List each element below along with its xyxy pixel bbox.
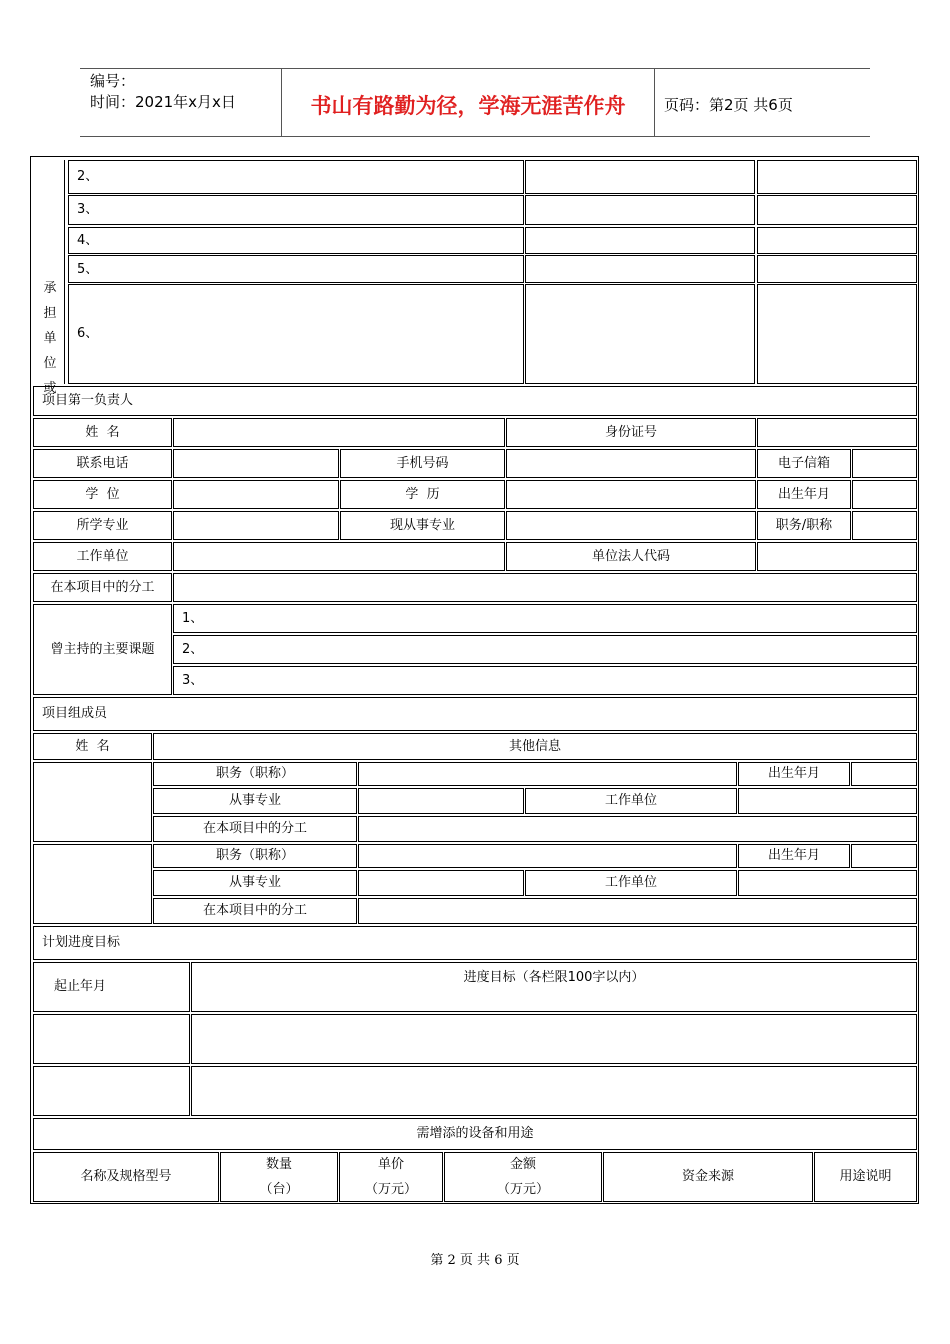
schedule-period-field[interactable] — [33, 1014, 190, 1064]
member-major-label: 从事专业 — [153, 870, 357, 896]
equipment-name-label: 名称及规格型号 — [33, 1152, 219, 1202]
member-title-field[interactable] — [358, 762, 737, 786]
unit-row[interactable]: 2、 — [68, 160, 524, 194]
leader-topic-row[interactable]: 1、 — [173, 604, 917, 633]
leader-education-label: 学 历 — [340, 480, 505, 509]
member-workplace-field[interactable] — [738, 788, 917, 814]
schedule-period-label: 起止年月 — [33, 962, 190, 1012]
unit-row-cell[interactable] — [525, 255, 755, 283]
equipment-qty-label: 数量 （台） — [220, 1152, 338, 1202]
unit-row-cell[interactable] — [525, 227, 755, 254]
leader-role-field[interactable] — [173, 573, 917, 602]
unit-row-cell[interactable] — [525, 195, 755, 225]
leader-section-title: 项目第一负责人 — [33, 386, 917, 416]
leader-degree-field[interactable] — [173, 480, 339, 509]
time-label: 时间：2021年x月x日 — [90, 93, 236, 111]
members-section-title: 项目组成员 — [33, 697, 917, 731]
schedule-period-field[interactable] — [33, 1066, 190, 1116]
member-role-field[interactable] — [358, 898, 917, 924]
unit-row-cell[interactable] — [757, 255, 917, 283]
member-role-label: 在本项目中的分工 — [153, 898, 357, 924]
unit-row[interactable]: 6、 — [68, 284, 524, 384]
member-major-field[interactable] — [358, 870, 524, 896]
unit-side-label: 承担单位或 — [43, 281, 57, 396]
header-top-rule — [80, 68, 870, 69]
equipment-price-label: 单价 （万元） — [339, 1152, 443, 1202]
member-workplace-label: 工作单位 — [525, 788, 737, 814]
members-other-label: 其他信息 — [153, 733, 917, 760]
member-birth-field[interactable] — [851, 844, 917, 868]
member-workplace-field[interactable] — [738, 870, 917, 896]
member-major-field[interactable] — [358, 788, 524, 814]
leader-education-field[interactable] — [506, 480, 756, 509]
leader-topics-label: 曾主持的主要课题 — [33, 604, 172, 695]
members-name-label: 姓 名 — [33, 733, 152, 760]
leader-workplace-label: 工作单位 — [33, 542, 172, 571]
member-birth-label: 出生年月 — [738, 844, 850, 868]
leader-major-field[interactable] — [173, 511, 339, 540]
leader-topic-row[interactable]: 3、 — [173, 666, 917, 695]
header-meta — [90, 71, 236, 113]
equipment-amount-label: 金额 （万元） — [444, 1152, 602, 1202]
unit-row-cell[interactable] — [525, 160, 755, 194]
member-title-label: 职务（职称） — [153, 844, 357, 868]
header-bottom-rule — [80, 136, 870, 137]
leader-legal-code-field[interactable] — [757, 542, 917, 571]
member-role-label: 在本项目中的分工 — [153, 816, 357, 842]
unit-row[interactable]: 5、 — [68, 255, 524, 283]
schedule-goal-field[interactable] — [191, 1014, 917, 1064]
leader-email-field[interactable] — [852, 449, 917, 478]
leader-name-label: 姓 名 — [33, 418, 172, 447]
leader-workplace-field[interactable] — [173, 542, 505, 571]
member-birth-label: 出生年月 — [738, 762, 850, 786]
leader-title-label: 职务/职称 — [757, 511, 851, 540]
leader-topic-row[interactable]: 2、 — [173, 635, 917, 664]
leader-email-label: 电子信箱 — [757, 449, 851, 478]
header-divider — [654, 69, 655, 136]
leader-phone-label: 联系电话 — [33, 449, 172, 478]
member-role-field[interactable] — [358, 816, 917, 842]
member-birth-field[interactable] — [851, 762, 917, 786]
leader-legal-code-label: 单位法人代码 — [506, 542, 756, 571]
leader-current-major-label: 现从事专业 — [340, 511, 505, 540]
code-label: 编号： — [90, 72, 136, 90]
equipment-section-title: 需增添的设备和用途 — [33, 1118, 917, 1150]
member-workplace-label: 工作单位 — [525, 870, 737, 896]
header-motto: 书山有路勤为径，学海无涯苦作舟 — [310, 93, 626, 118]
leader-name-field[interactable] — [173, 418, 505, 447]
leader-phone-field[interactable] — [173, 449, 339, 478]
unit-row[interactable]: 4、 — [68, 227, 524, 254]
member-title-label: 职务（职称） — [153, 762, 357, 786]
unit-row-cell[interactable] — [757, 284, 917, 384]
equipment-usage-label: 用途说明 — [814, 1152, 917, 1202]
leader-birth-field[interactable] — [852, 480, 917, 509]
leader-id-field[interactable] — [757, 418, 917, 447]
page-footer: 第 2 页 共 6 页 — [430, 1253, 520, 1268]
leader-title-field[interactable] — [852, 511, 917, 540]
leader-current-major-field[interactable] — [506, 511, 756, 540]
member-name-field[interactable] — [33, 844, 152, 924]
leader-degree-label: 学 位 — [33, 480, 172, 509]
leader-id-label: 身份证号 — [506, 418, 756, 447]
equipment-fund-label: 资金来源 — [603, 1152, 813, 1202]
unit-row-cell[interactable] — [757, 160, 917, 194]
member-title-field[interactable] — [358, 844, 737, 868]
leader-role-label: 在本项目中的分工 — [33, 573, 172, 602]
unit-side-cell — [35, 160, 65, 384]
leader-major-label: 所学专业 — [33, 511, 172, 540]
unit-row-cell[interactable] — [525, 284, 755, 384]
leader-birth-label: 出生年月 — [757, 480, 851, 509]
leader-mobile-label: 手机号码 — [340, 449, 505, 478]
member-name-field[interactable] — [33, 762, 152, 842]
schedule-section-title: 计划进度目标 — [33, 926, 917, 960]
unit-row-cell[interactable] — [757, 195, 917, 225]
schedule-goal-field[interactable] — [191, 1066, 917, 1116]
leader-mobile-field[interactable] — [506, 449, 756, 478]
schedule-goal-label: 进度目标（各栏限100字以内） — [191, 962, 917, 1012]
unit-row[interactable]: 3、 — [68, 195, 524, 225]
unit-row-cell[interactable] — [757, 227, 917, 254]
member-major-label: 从事专业 — [153, 788, 357, 814]
header-page-info: 页码：第2页 共6页 — [664, 96, 793, 114]
